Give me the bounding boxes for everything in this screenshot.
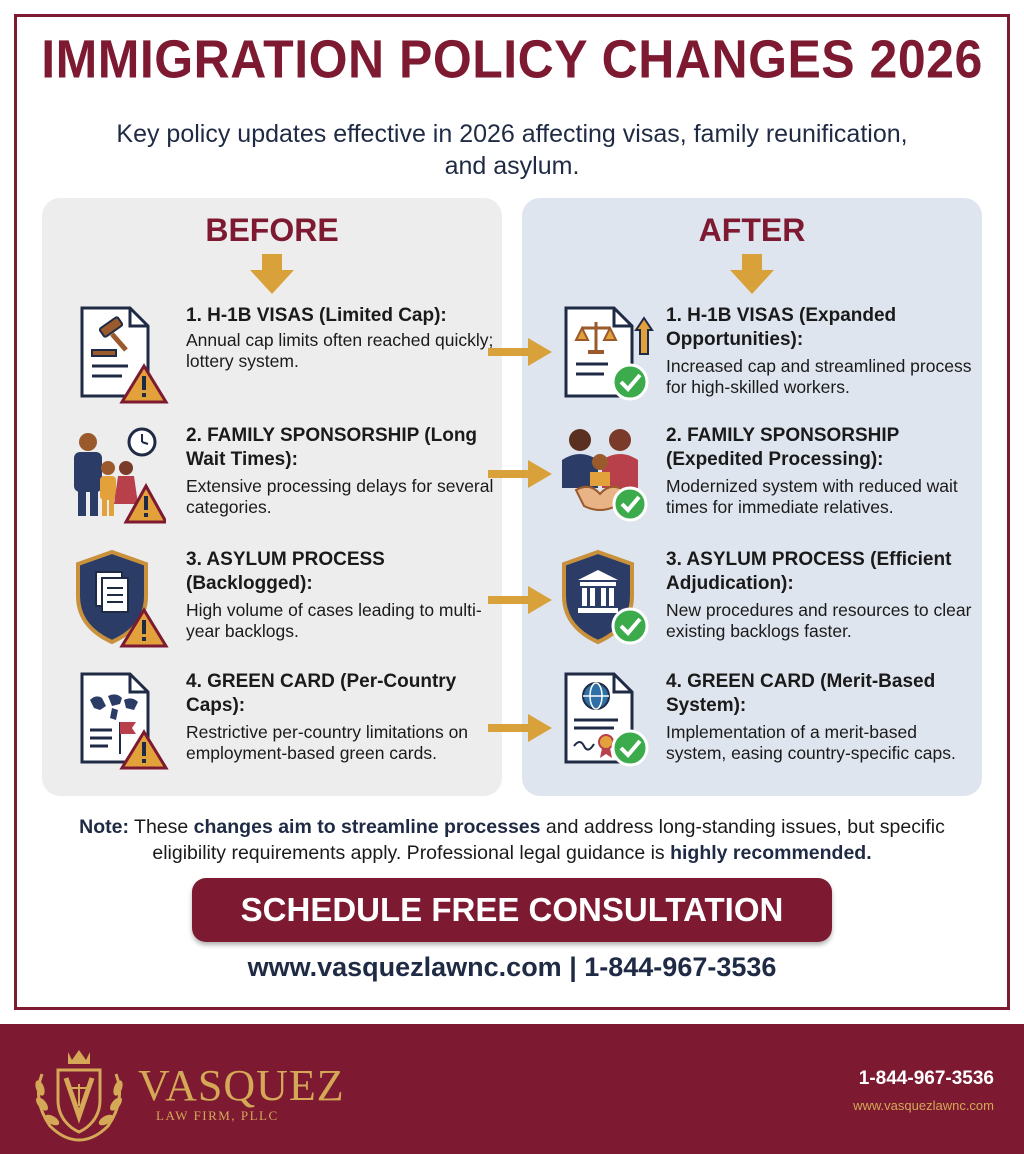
brand-subtitle: LAW FIRM, PLLC <box>156 1108 279 1123</box>
item-heading: 1. H-1B VISAS (Limited Cap): <box>186 305 447 326</box>
before-item-greencard <box>42 670 502 790</box>
footer-bar <box>0 1024 1024 1154</box>
checkmark-icon <box>613 609 647 643</box>
item-description: Restrictive per-country limitations on employment-based green cards. <box>186 722 469 763</box>
note-label: Note: <box>79 816 129 838</box>
item-description: New procedures and resources to clear existing backlogs faster. <box>666 600 972 641</box>
after-panel <box>522 198 982 796</box>
shield-document-icon <box>72 548 172 648</box>
item-heading: 3. ASYLUM PROCESS (Efficient Adjudication): <box>666 549 952 594</box>
after-item-greencard <box>522 670 982 790</box>
arrow-right-icon <box>488 584 552 616</box>
after-item-h1b <box>522 304 982 424</box>
note-emphasis: highly recommended. <box>670 842 872 864</box>
note-emphasis: changes aim to streamline processes <box>193 816 541 838</box>
checkmark-icon <box>613 731 647 765</box>
item-description: High volume of cases leading to multi-year backlogs. <box>186 600 482 641</box>
arrow-right-icon <box>488 458 552 490</box>
item-description: Extensive processing delays for several categories. <box>186 476 494 517</box>
item-heading: 2. FAMILY SPONSORSHIP (Expedited Processing): <box>666 425 900 470</box>
item-description: Modernized system with reduced wait times for immediate relatives. <box>666 476 958 517</box>
footer-phone[interactable]: 1-844-967-3536 <box>858 1068 994 1089</box>
arrow-down-icon <box>250 254 294 294</box>
footer-website[interactable]: www.vasquezlawnc.com <box>853 1098 994 1113</box>
family-clock-icon <box>66 424 166 524</box>
after-item-asylum <box>522 548 982 668</box>
item-heading: 4. GREEN CARD (Merit-Based System): <box>666 671 936 716</box>
before-item-h1b <box>42 304 502 424</box>
gavel-document-icon <box>72 304 172 404</box>
schedule-consultation-button[interactable]: SCHEDULE FREE CONSULTATION <box>192 878 832 942</box>
checkmark-icon <box>613 365 647 399</box>
note-text: and address long-standing issues, but specific eligibility requirements apply. Professional legal guidance is <box>152 816 945 864</box>
page-subtitle: Key policy updates effective in 2026 affecting visas, family reunification, and asylum. <box>116 120 908 180</box>
item-heading: 3. ASYLUM PROCESS (Backlogged): <box>186 549 385 594</box>
note-text: These <box>128 816 194 838</box>
globe-certificate-icon <box>558 670 658 770</box>
item-heading: 2. FAMILY SPONSORSHIP (Long Wait Times): <box>186 425 478 470</box>
scales-document-icon <box>558 304 658 404</box>
checkmark-icon <box>614 488 646 520</box>
arrow-right-icon <box>488 336 552 368</box>
before-heading: BEFORE <box>205 212 339 248</box>
item-description: Implementation of a merit-based system, easing country-specific caps. <box>666 722 956 763</box>
before-panel <box>42 198 502 796</box>
item-heading: 1. H-1B VISAS (Expanded Opportunities): <box>666 305 897 350</box>
page-title: IMMIGRATION POLICY CHANGES 2026 <box>41 28 983 90</box>
item-heading: 4. GREEN CARD (Per-Country Caps): <box>186 671 457 716</box>
brand-name: VASQUEZ <box>138 1061 345 1110</box>
law-firm-logo-icon <box>28 1044 130 1144</box>
item-description: Increased cap and streamlined process for high-skilled workers. <box>666 356 972 397</box>
item-description: Annual cap limits often reached quickly; lottery system. <box>186 330 494 371</box>
before-item-asylum <box>42 548 502 668</box>
world-map-flag-icon <box>72 670 172 770</box>
shield-courthouse-icon <box>558 548 658 648</box>
family-handshake-icon <box>550 424 650 524</box>
contact-line[interactable]: www.vasquezlawnc.com | 1-844-967-3536 <box>247 952 777 982</box>
after-item-family <box>522 424 982 544</box>
arrow-down-icon <box>730 254 774 294</box>
before-item-family <box>42 424 502 544</box>
after-heading: AFTER <box>698 212 806 248</box>
disclaimer-note <box>40 814 984 866</box>
arrow-right-icon <box>488 712 552 744</box>
